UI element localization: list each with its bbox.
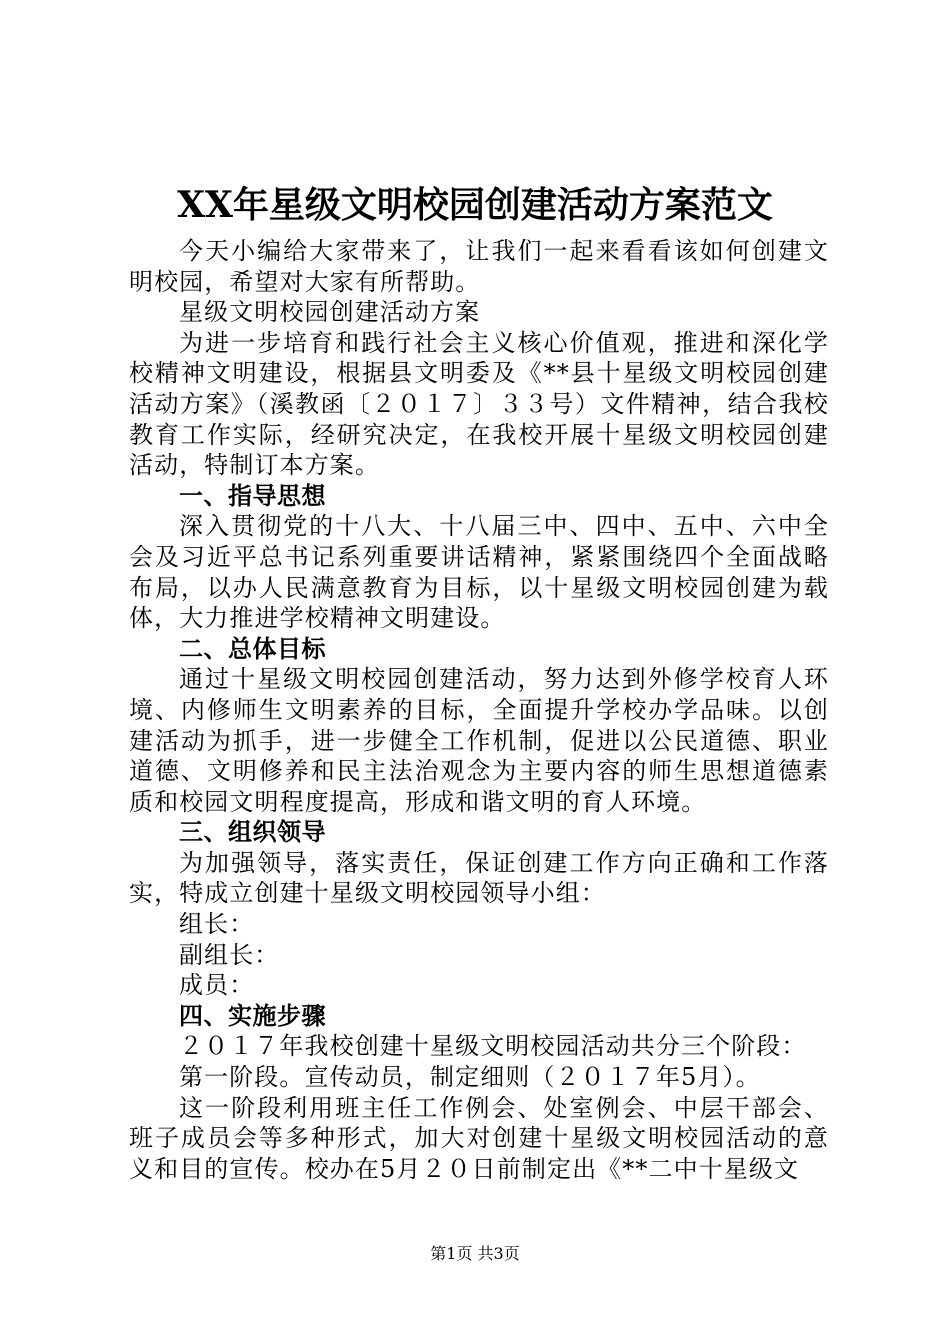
deputy-leader-line: 副组长：: [179, 940, 280, 969]
stage-one-line: 第一阶段。宣传动员，制定细则（２０１７年5月）。: [179, 1063, 761, 1092]
document-title: XX年星级文明校园创建活动方案范文: [177, 184, 773, 226]
stages-intro-paragraph: ２０１７年我校创建十星级文明校园活动共分三个阶段：: [179, 1032, 807, 1061]
organization-paragraph: 为加强领导，落实责任，保证创建工作方向正确和工作落实，特成立创建十星级文明校园领导小组：: [129, 848, 829, 908]
page-footer: 第1页 共3页: [430, 1244, 520, 1263]
stage-one-paragraph: 这一阶段利用班主任工作例会、处室例会、中层干部会、班子成员会等多种形式，加大对创建十星级文明校园活动的意义和目的宣传。校办在5月２０日前制定出《**二中十星级文: [129, 1093, 829, 1183]
overall-goal-paragraph: 通过十星级文明校园创建活动，努力达到外修学校育人环境、内修师生文明素养的目标，全面提升学校办学品味。以创建活动为抓手，进一步健全工作机制，促进以公民道德、职业道德、文明修养和民主法治观念为主要内容的师生思想道德素质和校园文明程度提高，形成和谐文明的育人环境。: [129, 665, 829, 816]
purpose-paragraph: 为进一步培育和践行社会主义核心价值观，推进和深化学校精神文明建设，根据县文明委及《**县十星级文明校园创建活动方案》（溪教函〔２０１７〕３３号）文件精神，结合我校教育工作实际，经研究决定，在我校开展十星级文明校园创建活动，特制订本方案。: [129, 328, 829, 480]
section-heading-guiding-ideology: 一、指导思想: [179, 481, 326, 510]
section-heading-overall-goal: 二、总体目标: [179, 634, 326, 663]
document-body: [129, 236, 829, 1184]
members-line: 成员：: [179, 971, 255, 1000]
group-leader-line: 组长：: [179, 910, 255, 939]
intro-paragraph: 今天小编给大家带来了，让我们一起来看看该如何创建文明校园，希望对大家有所帮助。: [129, 237, 829, 296]
section-heading-implementation: 四、实施步骤: [179, 1001, 326, 1030]
plan-subtitle: 星级文明校园创建活动方案: [179, 298, 481, 327]
section-heading-organization: 三、组织领导: [179, 818, 326, 847]
guiding-ideology-paragraph: 深入贯彻党的十八大、十八届三中、四中、五中、六中全会及习近平总书记系列重要讲话精神，紧紧围绕四个全面战略布局，以办人民满意教育为目标，以十星级文明校园创建为载体，大力推进学校精神文明建设。: [129, 512, 829, 633]
